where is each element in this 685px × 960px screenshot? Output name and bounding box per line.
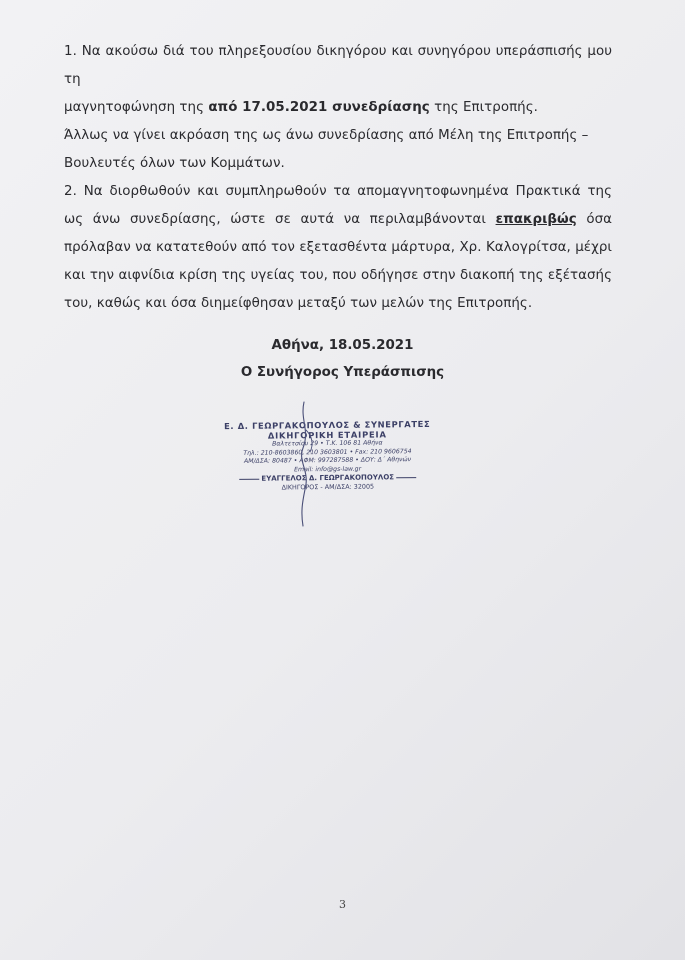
stamp-lawyer-id: ΔΙΚΗΓΟΡΟΣ - ΑΜ/ΔΣΑ: 32005	[281, 482, 375, 492]
law-firm-stamp	[215, 419, 441, 493]
item2-text-end: όσα πρόλαβαν να κατατεθούν από τον εξετασθέντα μάρτυρα, Χρ. Καλογρίτσα, μέχρι και την αιφνίδια κρίση της υγείας του, που οδήγησε στην διακοπή της εξέτασής του, καθώς και όσα διημείφθησαν μεταξύ των μελών της Επιτροπής.	[64, 212, 612, 311]
item2-text-start: 2. Να διορθωθούν και συμπληρωθούν τα απομαγνητοφωνημένα Πρακτικά της ως άνω συνεδρίασης, ώστε σε αυτά να περιλαμβάνονται	[64, 184, 612, 227]
stamp-address: Βαλτετσίου 29 • Τ.Κ. 106 81 Αθήνα	[272, 439, 383, 448]
stamp-rule-right	[396, 477, 416, 478]
stamp-firm-type: ΔΙΚΗΓΟΡΙΚΗ ΕΤΑΙΡΕΙΑ	[267, 429, 387, 441]
stamp-ids: ΑΜ/ΔΣΑ: 80487 • ΑΦΜ: 997287588 • ΔΟΥ: Δ΄ Αθηνών	[243, 456, 412, 466]
request-item-2	[64, 178, 612, 318]
session-date-emphasis: από 17.05.2021 συνεδρίασης	[208, 100, 430, 115]
stamp-phones: Τηλ.: 210-8603860, 210 3603801 • Fax: 210 9606754	[243, 447, 412, 457]
request-body	[64, 38, 612, 318]
item1-line3: Άλλως να γίνει ακρόαση της ως άνω συνεδρίασης από Μέλη της Επιτροπής –	[64, 128, 589, 143]
stamp-rule-left	[239, 479, 259, 480]
signer-title: Ο Συνήγορος Υπεράσπισης	[240, 365, 445, 380]
item1-line2-start: μαγνητοφώνηση της	[64, 100, 209, 115]
stamp-lawyer-name: ΕΥΑΓΓΕΛΟΣ Δ. ΓΕΩΡΓΑΚΟΠΟΥΛΟΣ	[261, 473, 395, 484]
stamp-firm-name: Ε. Δ. ΓΕΩΡΓΑΚΟΠΟΥΛΟΣ & ΣΥΝΕΡΓΑΤΕΣ	[224, 418, 431, 432]
place-date: Αθήνα, 18.05.2021	[271, 338, 414, 353]
request-item-1	[64, 38, 612, 178]
exactly-emphasis: επακριβώς	[495, 212, 577, 227]
item1-line2-end: της Επιτροπής.	[429, 100, 538, 115]
page-number: 3	[339, 898, 346, 911]
item1-line4: Βουλευτές όλων των Κομμάτων.	[64, 156, 285, 171]
item1-line1: 1. Να ακούσω διά του πληρεξουσίου δικηγόρου και συνηγόρου υπεράσπισής μου τη	[64, 44, 612, 87]
stamp-email: Email: info@gs-law.gr	[294, 465, 362, 474]
